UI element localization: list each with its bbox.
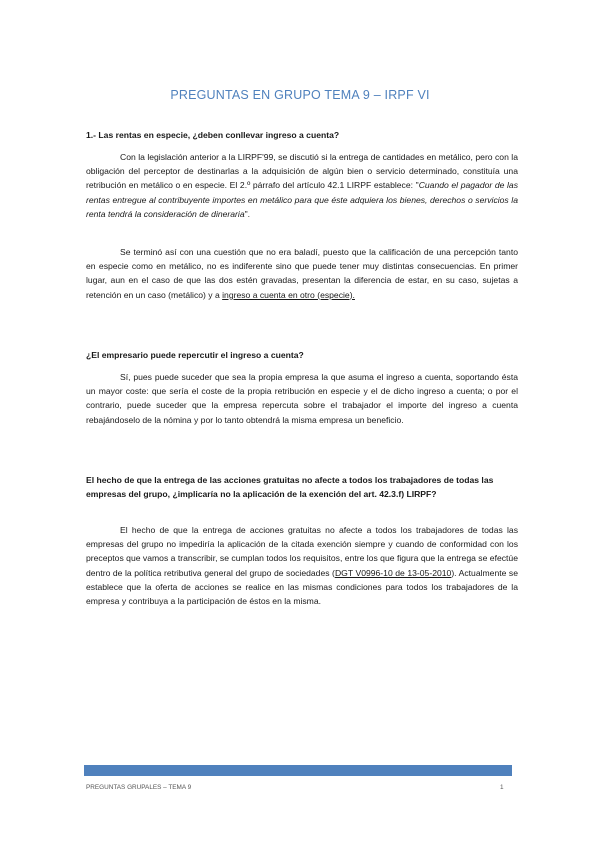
footer-text: PREGUNTAS GRUPALES – TEMA 9 bbox=[86, 784, 192, 791]
answer-2-paragraph-1: Sí, pues puede suceder que sea la propia empresa la que asuma el ingreso a cuenta, soportando ésta un mayor coste: que sería el coste de la propia retribución en especie y el de dicho ingreso a cuenta; o por el contrario, puede suceder que la empresa repercuta sobre el trabajador el importe del ingreso a cuenta rebajándoselo de la nómina y por lo tanto obtendrá la misma empresa un beneficio. bbox=[86, 372, 518, 425]
answer-3-p1-end: ). Actualmente se establece que la oferta de acciones se realice en las mismas condiciones para todos los trabajadores de la empresa y contribuya a la participación de éstos en la misma. bbox=[86, 567, 518, 607]
answer-1-p1-text: Con la legislación anterior a la LIRPF'99, se discutió si la entrega de cantidades en metálico, pero con la obligación del perceptor de destinarlas a la adquisición de algún bien o servicio determinado, constituía una retribución en metálico o en especie. El 2.º párrafo del artículo 42.1 LIRPF establece: " bbox=[86, 152, 518, 191]
answer-1-p2-text: Se terminó así con una cuestión que no era baladí, puesto que la calificación de una percepción tanto en especie como en metálico, no es indiferente sino que puede tener muy distintas consecuencias. En primer lugar, aun en el caso de que las dos estén gravadas, presentan la diferencia de estar, en su caso, sujetas a retención en un caso (metálico) y a bbox=[86, 247, 518, 300]
footer-bar bbox=[84, 765, 512, 776]
question-1-heading: 1.- Las rentas en especie, ¿deben conllevar ingreso a cuenta? bbox=[86, 130, 340, 140]
question-3-heading: El hecho de que la entrega de las acciones gratuitas no afecte a todos los trabajadores de todas las empresas del grupo, ¿implicaría no la aplicación de la exención del art. 42.3.f) LIRPF? bbox=[86, 475, 494, 499]
page-number: 1 bbox=[500, 784, 504, 791]
answer-3-p1-text: El hecho de que la entrega de acciones gratuitas no afecte a todos los trabajadores de todas las empresas del grupo no impediría la aplicación de la citada exención siempre y cuando de conformidad con los preceptos que vamos a transcribir, se cumplan todos los requisitos, entre los que figura que la entrega se efectúe dentro de la política retributiva general del grupo de sociedades ( bbox=[86, 525, 518, 578]
answer-1-p2-underlined: ingreso a cuenta en otro (especie). bbox=[222, 289, 355, 300]
answer-1-paragraph-2 bbox=[86, 245, 518, 302]
answer-3-paragraph-1 bbox=[86, 523, 518, 608]
answer-1-p1-quote: Cuando el pagador de las rentas entregue al contribuyente importes en metálico para que éste adquiera los bienes, derechos o servicios la renta tendrá la consideración de dineraria bbox=[86, 180, 518, 219]
answer-1-paragraph-1 bbox=[86, 150, 518, 221]
question-2-heading: ¿El empresario puede repercutir el ingreso a cuenta? bbox=[86, 350, 304, 360]
dgt-reference-link[interactable]: DGT V0996-10 de 13-05-2010 bbox=[334, 567, 452, 578]
answer-1-p1-end: ". bbox=[244, 208, 251, 219]
page-title: PREGUNTAS EN GRUPO TEMA 9 – IRPF VI bbox=[170, 88, 430, 102]
